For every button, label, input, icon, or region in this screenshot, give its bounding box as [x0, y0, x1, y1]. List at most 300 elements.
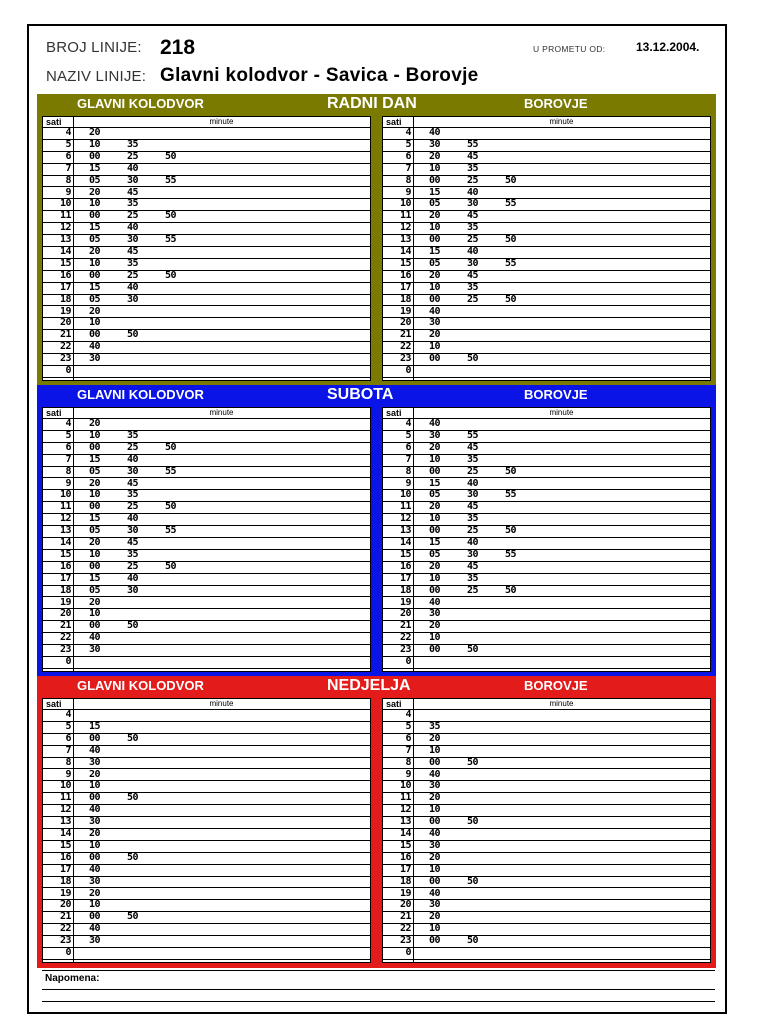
hour-cell: 6 [405, 732, 411, 744]
hour-cell: 10 [399, 780, 411, 792]
minute-cell: 50 [127, 732, 139, 744]
timetable-row [383, 657, 710, 669]
timetable-row [383, 841, 710, 853]
minute-cell: 45 [467, 501, 479, 513]
minute-cell: 50 [467, 816, 479, 828]
timetable-row [43, 467, 370, 479]
minute-cell: 50 [505, 525, 517, 537]
hour-column-header: sati [386, 699, 402, 709]
minute-cell: 10 [89, 257, 101, 269]
minute-cell: 15 [89, 513, 101, 525]
minute-cell: 15 [429, 537, 441, 548]
minute-cell: 30 [127, 234, 139, 246]
minute-cell: 00 [89, 329, 101, 341]
minute-cell: 00 [89, 851, 101, 863]
hour-cell: 22 [399, 632, 411, 644]
timetable-row [43, 586, 370, 598]
minute-cell: 40 [89, 863, 101, 875]
minute-cell: 40 [429, 828, 441, 839]
minutes-column-header: minute [549, 699, 574, 708]
minute-cell: 15 [89, 222, 101, 234]
hour-cell: 7 [65, 453, 71, 465]
minute-cell: 50 [127, 620, 139, 632]
hour-cell: 15 [59, 839, 71, 851]
hour-cell: 11 [59, 210, 71, 222]
hour-cell: 21 [59, 911, 71, 923]
hour-cell: 23 [59, 353, 71, 365]
hour-cell: 6 [405, 441, 411, 453]
minute-cell: 45 [127, 537, 139, 548]
minute-cell: 45 [127, 246, 139, 257]
minute-cell: 55 [467, 429, 479, 441]
hour-cell: 6 [65, 732, 71, 744]
minute-cell: 15 [89, 720, 101, 732]
minute-cell: 35 [127, 257, 139, 269]
minute-cell: 30 [429, 317, 441, 329]
timetable-row [43, 562, 370, 574]
hour-cell: 18 [59, 584, 71, 596]
hour-cell: 8 [405, 465, 411, 477]
hour-cell: 21 [399, 911, 411, 923]
hour-cell: 23 [59, 935, 71, 947]
minute-cell: 40 [429, 596, 441, 608]
timetable-row [383, 164, 710, 176]
right-timetable [382, 698, 711, 963]
hour-cell: 7 [65, 744, 71, 756]
hour-cell: 10 [399, 489, 411, 501]
minute-cell: 50 [467, 644, 479, 656]
minutes-column-header: minute [209, 408, 234, 417]
minute-cell: 10 [429, 222, 441, 234]
minute-cell: 50 [467, 756, 479, 768]
minute-cell: 20 [89, 305, 101, 317]
minute-cell: 55 [505, 548, 517, 560]
hour-cell: 14 [59, 246, 71, 257]
hour-cell: 6 [65, 441, 71, 453]
minute-cell: 30 [429, 780, 441, 792]
hour-cell: 19 [399, 305, 411, 317]
minute-cell: 10 [429, 632, 441, 644]
minute-cell: 15 [89, 453, 101, 465]
minute-cell: 10 [89, 548, 101, 560]
left-stop-name: GLAVNI KOLODVOR [77, 387, 204, 402]
minute-cell: 20 [429, 620, 441, 632]
hour-cell: 8 [405, 174, 411, 186]
timetable-row [43, 722, 370, 734]
hour-cell: 8 [65, 174, 71, 186]
minute-cell: 25 [127, 269, 139, 281]
minute-cell: 35 [429, 720, 441, 732]
minute-cell: 50 [127, 851, 139, 863]
minute-cell: 00 [429, 935, 441, 947]
hour-cell: 19 [399, 596, 411, 608]
left-timetable [42, 407, 371, 672]
hour-cell: 20 [59, 899, 71, 911]
minute-cell: 00 [89, 560, 101, 572]
timetable-row [383, 140, 710, 152]
hour-cell: 9 [65, 186, 71, 198]
minute-cell: 35 [127, 198, 139, 210]
minute-cell: 35 [467, 162, 479, 174]
minute-cell: 25 [127, 501, 139, 513]
minute-cell: 15 [89, 162, 101, 174]
hour-cell: 4 [65, 418, 71, 429]
minute-cell: 05 [429, 489, 441, 501]
hour-cell: 20 [399, 317, 411, 329]
hour-cell: 0 [65, 656, 71, 667]
minute-cell: 05 [429, 548, 441, 560]
timetable-row [383, 758, 710, 770]
hour-cell: 7 [405, 744, 411, 756]
hour-cell: 21 [59, 620, 71, 632]
minute-cell: 25 [467, 174, 479, 186]
minute-cell: 55 [165, 465, 177, 477]
hour-cell: 23 [399, 935, 411, 947]
timetable-row [383, 431, 710, 443]
note-line [42, 989, 715, 990]
hour-cell: 16 [59, 560, 71, 572]
minute-cell: 00 [429, 234, 441, 246]
minute-cell: 20 [89, 768, 101, 780]
left-timetable [42, 116, 371, 381]
minute-cell: 00 [429, 584, 441, 596]
hour-cell: 0 [405, 947, 411, 958]
hour-cell: 20 [59, 608, 71, 620]
minute-cell: 00 [89, 441, 101, 453]
minute-cell: 00 [89, 210, 101, 222]
hour-cell: 19 [59, 596, 71, 608]
hour-cell: 23 [399, 644, 411, 656]
hour-cell: 8 [405, 756, 411, 768]
timetable-row [383, 865, 710, 877]
minute-cell: 40 [89, 923, 101, 935]
minute-cell: 20 [89, 477, 101, 489]
in-service-label: U PROMETU OD: [533, 44, 606, 54]
timetable-row [383, 295, 710, 307]
minute-cell: 30 [89, 935, 101, 947]
minute-cell: 40 [127, 453, 139, 465]
timetable-row [383, 877, 710, 889]
minute-cell: 20 [89, 246, 101, 257]
hour-cell: 19 [399, 887, 411, 899]
minute-cell: 40 [429, 768, 441, 780]
section-title: SUBOTA [327, 386, 394, 403]
minute-cell: 55 [505, 198, 517, 210]
minute-cell: 40 [127, 162, 139, 174]
minute-cell: 20 [89, 828, 101, 839]
minute-cell: 20 [429, 210, 441, 222]
timetable-row [43, 865, 370, 877]
section-title-bar [37, 385, 716, 405]
minute-cell: 30 [467, 489, 479, 501]
timetable-row [43, 758, 370, 770]
minute-cell: 50 [505, 293, 517, 305]
minute-cell: 40 [127, 513, 139, 525]
minute-cell: 30 [127, 525, 139, 537]
timetable-row [43, 574, 370, 586]
timetable-row [383, 550, 710, 562]
minute-cell: 35 [127, 429, 139, 441]
minute-cell: 35 [467, 281, 479, 293]
hour-cell: 9 [405, 477, 411, 489]
minute-cell: 25 [467, 293, 479, 305]
note-label: Napomena: [45, 973, 100, 984]
minute-cell: 00 [429, 174, 441, 186]
hour-cell: 5 [65, 429, 71, 441]
hour-column-header: sati [46, 699, 62, 709]
minute-cell: 10 [429, 453, 441, 465]
minute-cell: 35 [467, 513, 479, 525]
minute-cell: 45 [467, 150, 479, 162]
minute-cell: 00 [429, 756, 441, 768]
minute-cell: 40 [467, 537, 479, 548]
minute-cell: 40 [429, 305, 441, 317]
hour-cell: 6 [405, 150, 411, 162]
minute-cell: 50 [505, 234, 517, 246]
minute-cell: 10 [89, 608, 101, 620]
minute-cell: 50 [127, 792, 139, 804]
hour-column-header: sati [386, 408, 402, 418]
minute-cell: 45 [467, 441, 479, 453]
minute-cell: 20 [89, 887, 101, 899]
hour-cell: 5 [405, 429, 411, 441]
minute-cell: 30 [127, 584, 139, 596]
timetable-row [43, 853, 370, 865]
timetable-row [383, 722, 710, 734]
schedule-section-radni-dan [37, 94, 716, 386]
minute-cell: 35 [467, 572, 479, 584]
hour-cell: 22 [399, 923, 411, 935]
minute-cell: 30 [429, 608, 441, 620]
hour-cell: 4 [65, 127, 71, 138]
minute-cell: 40 [89, 341, 101, 353]
hour-cell: 18 [59, 293, 71, 305]
timetable-row [383, 152, 710, 164]
minute-cell: 30 [127, 174, 139, 186]
minute-cell: 30 [429, 138, 441, 150]
minute-cell: 40 [467, 246, 479, 257]
hour-cell: 20 [399, 608, 411, 620]
hour-cell: 9 [65, 477, 71, 489]
timetable-row [43, 176, 370, 188]
minute-cell: 25 [467, 465, 479, 477]
minute-cell: 20 [429, 560, 441, 572]
in-service-date: 13.12.2004. [636, 40, 700, 54]
minute-cell: 50 [165, 150, 177, 162]
minute-cell: 55 [505, 489, 517, 501]
minute-cell: 40 [127, 222, 139, 234]
timetable-row [43, 295, 370, 307]
section-title: NEDJELJA [327, 677, 411, 694]
minute-cell: 20 [429, 911, 441, 923]
timetable-row [43, 140, 370, 152]
minute-cell: 50 [127, 911, 139, 923]
line-name-label: NAZIV LINIJE: [46, 68, 147, 85]
minute-cell: 55 [165, 234, 177, 246]
minute-cell: 20 [89, 127, 101, 138]
hour-cell: 4 [405, 709, 411, 720]
minute-cell: 30 [89, 644, 101, 656]
minute-cell: 40 [429, 887, 441, 899]
hour-cell: 16 [399, 560, 411, 572]
hour-cell: 12 [59, 513, 71, 525]
minute-cell: 25 [467, 584, 479, 596]
hour-cell: 18 [399, 584, 411, 596]
right-timetable [382, 116, 711, 381]
hour-cell: 4 [65, 709, 71, 720]
hour-cell: 14 [399, 828, 411, 839]
minute-cell: 10 [429, 923, 441, 935]
timetable-row [383, 176, 710, 188]
timetable-row [43, 746, 370, 758]
hour-column-header: sati [46, 117, 62, 127]
timetable-row [383, 734, 710, 746]
timetable-row [43, 734, 370, 746]
hour-cell: 10 [399, 198, 411, 210]
timetable-row [383, 283, 710, 295]
minute-cell: 45 [467, 269, 479, 281]
hour-cell: 14 [59, 828, 71, 839]
minute-cell: 15 [89, 572, 101, 584]
hour-cell: 13 [59, 234, 71, 246]
hour-cell: 15 [59, 257, 71, 269]
hour-cell: 13 [59, 525, 71, 537]
timetable-row [43, 841, 370, 853]
timetable-row [383, 853, 710, 865]
hour-cell: 7 [405, 453, 411, 465]
minute-cell: 00 [429, 465, 441, 477]
hour-cell: 12 [59, 222, 71, 234]
timetable-row [383, 562, 710, 574]
hour-cell: 6 [65, 150, 71, 162]
timetable-row [43, 259, 370, 271]
minute-cell: 10 [89, 489, 101, 501]
hour-cell: 5 [65, 138, 71, 150]
minute-cell: 40 [429, 127, 441, 138]
minute-cell: 40 [429, 418, 441, 429]
minute-cell: 00 [89, 269, 101, 281]
timetable-row [43, 877, 370, 889]
note-area [42, 970, 715, 1015]
hour-cell: 12 [399, 804, 411, 816]
section-title: RADNI DAN [327, 95, 417, 112]
minute-cell: 30 [89, 353, 101, 365]
minute-cell: 50 [505, 465, 517, 477]
line-number: 218 [160, 36, 196, 59]
hour-cell: 16 [399, 851, 411, 863]
note-line [42, 1001, 715, 1002]
hour-cell: 5 [65, 720, 71, 732]
minute-cell: 50 [165, 210, 177, 222]
minute-cell: 45 [467, 210, 479, 222]
minute-cell: 10 [429, 162, 441, 174]
minute-cell: 05 [429, 198, 441, 210]
hour-cell: 13 [399, 816, 411, 828]
minute-cell: 15 [89, 281, 101, 293]
hour-cell: 13 [399, 234, 411, 246]
hour-cell: 17 [59, 281, 71, 293]
hour-cell: 17 [399, 863, 411, 875]
hour-cell: 0 [405, 656, 411, 667]
hour-cell: 21 [399, 329, 411, 341]
hour-cell: 20 [399, 899, 411, 911]
minute-cell: 10 [429, 744, 441, 756]
minute-cell: 30 [467, 548, 479, 560]
minute-cell: 30 [429, 429, 441, 441]
hour-cell: 16 [399, 269, 411, 281]
hour-cell: 10 [59, 780, 71, 792]
timetable-row [43, 645, 370, 657]
minute-cell: 40 [467, 477, 479, 489]
minute-cell: 45 [467, 560, 479, 572]
minute-cell: 30 [89, 816, 101, 828]
minute-cell: 55 [165, 174, 177, 186]
minute-cell: 20 [429, 792, 441, 804]
minute-cell: 10 [89, 198, 101, 210]
minute-cell: 00 [429, 644, 441, 656]
minute-cell: 40 [89, 804, 101, 816]
timetable-row [383, 948, 710, 960]
minute-cell: 10 [429, 804, 441, 816]
left-stop-name: GLAVNI KOLODVOR [77, 678, 204, 693]
minute-cell: 00 [429, 525, 441, 537]
minute-cell: 20 [89, 186, 101, 198]
hour-cell: 19 [59, 305, 71, 317]
minute-cell: 10 [429, 341, 441, 353]
hour-cell: 16 [59, 851, 71, 863]
hour-cell: 11 [399, 792, 411, 804]
minute-cell: 50 [165, 441, 177, 453]
minute-cell: 30 [127, 293, 139, 305]
minute-cell: 35 [467, 453, 479, 465]
minute-cell: 25 [467, 525, 479, 537]
table-header [383, 699, 710, 710]
hour-cell: 10 [59, 489, 71, 501]
minute-cell: 50 [127, 329, 139, 341]
hour-cell: 8 [65, 465, 71, 477]
hour-column-header: sati [46, 408, 62, 418]
minute-cell: 00 [89, 501, 101, 513]
minute-cell: 20 [429, 441, 441, 453]
minute-cell: 35 [127, 489, 139, 501]
timetable-row [43, 283, 370, 295]
hour-cell: 12 [59, 804, 71, 816]
minute-cell: 25 [127, 150, 139, 162]
left-stop-name: GLAVNI KOLODVOR [77, 96, 204, 111]
minute-cell: 40 [127, 572, 139, 584]
minute-cell: 00 [89, 792, 101, 804]
minute-cell: 10 [89, 317, 101, 329]
hour-cell: 18 [59, 875, 71, 887]
minute-cell: 00 [429, 293, 441, 305]
minute-cell: 45 [127, 477, 139, 489]
hour-cell: 8 [65, 756, 71, 768]
minute-cell: 50 [467, 935, 479, 947]
minute-cell: 20 [89, 537, 101, 548]
minute-cell: 25 [127, 441, 139, 453]
timetable-row [43, 164, 370, 176]
hour-cell: 13 [399, 525, 411, 537]
minute-cell: 40 [467, 186, 479, 198]
minute-cell: 20 [429, 732, 441, 744]
minutes-column-header: minute [209, 699, 234, 708]
minute-cell: 10 [89, 839, 101, 851]
timetable-row [43, 354, 370, 366]
hour-cell: 17 [59, 572, 71, 584]
minute-cell: 50 [505, 174, 517, 186]
right-stop-name: BOROVJE [524, 96, 588, 111]
minute-cell: 00 [89, 150, 101, 162]
